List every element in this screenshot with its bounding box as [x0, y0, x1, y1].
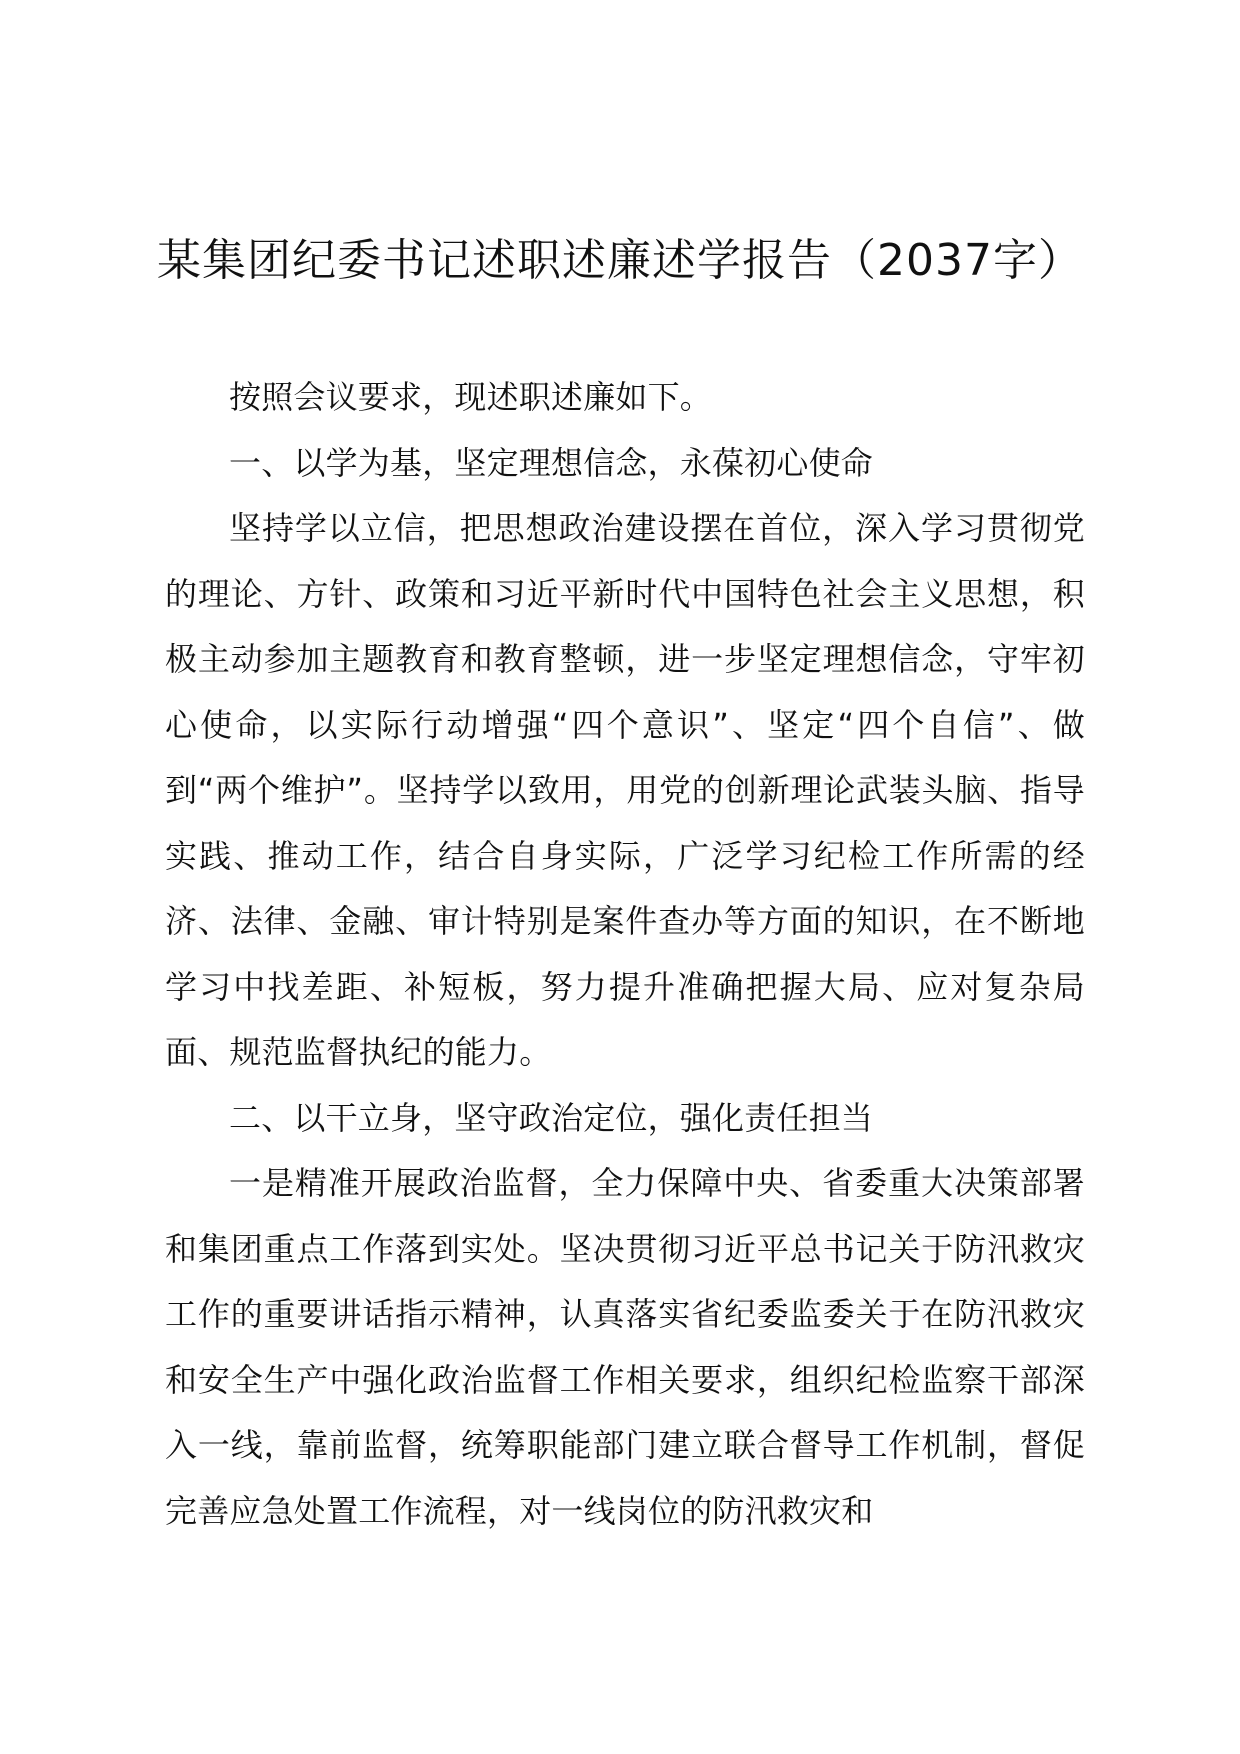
- intro-paragraph: 按照会议要求，现述职述廉如下。: [229, 378, 713, 416]
- document-body: [165, 365, 1085, 1544]
- section-2-heading: 二、以干立身，坚守政治定位，强化责任担当: [229, 1098, 874, 1137]
- section-1-heading: 一、以学为基，坚定理想信念，永葆初心使命: [229, 443, 874, 482]
- section-1-paragraph: 坚持学以立信，把思想政治建设摆在首位，深入学习贯彻党的理论、方针、政策和习近平新时代中国特色社会主义思想，积极主动参加主题教育和教育整顿，进一步坚定理想信念，守牢初心使命，以实际行动增强“四个意识”、坚定“四个自信”、做到“两个维护”。坚持学以致用，用党的创新理论武装头脑、指导实践、推动工作，结合自身实际，广泛学习纪检工作所需的经济、法律、金融、审计特别是案件查办等方面的知识，在不断地学习中找差距、补短板，努力提升准确把握大局、应对复杂局面、规范监督执纪的能力。: [165, 509, 1085, 1071]
- section-2-paragraph: 一是精准开展政治监督，全力保障中央、省委重大决策部署和集团重点工作落到实处。坚决贯彻习近平总书记关于防汛救灾工作的重要讲话指示精神，认真落实省纪委监委关于在防汛救灾和安全生产中强化政治监督工作相关要求，组织纪检监察干部深入一线，靠前监督，统筹职能部门建立联合督导工作机制，督促完善应急处置工作流程，对一线岗位的防汛救灾和: [165, 1164, 1085, 1530]
- document-title: 某集团纪委书记述职述廉述学报告（2037字）: [157, 235, 1083, 286]
